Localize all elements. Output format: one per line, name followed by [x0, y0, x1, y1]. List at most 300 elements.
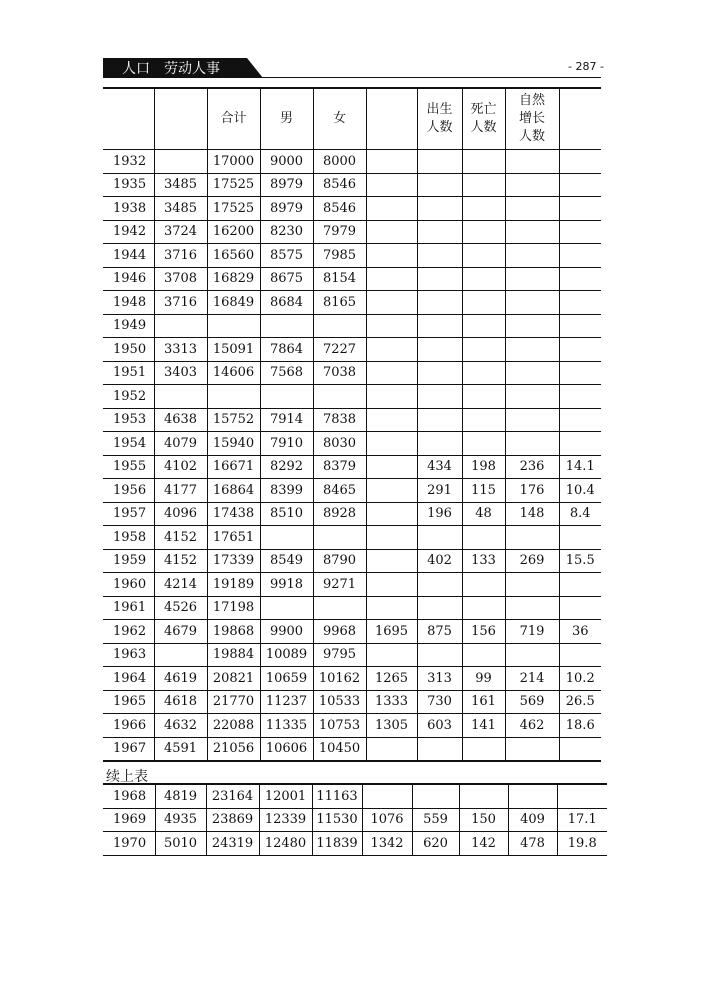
header-rule — [103, 77, 601, 78]
table-cell — [462, 596, 505, 620]
year-cell: 1935 — [103, 173, 154, 197]
table-cell — [366, 643, 417, 667]
year-cell: 1944 — [103, 244, 154, 268]
table-row — [103, 714, 601, 738]
table-cell: 21056 — [207, 737, 260, 761]
table-cell: 3716 — [154, 244, 207, 268]
table-row — [103, 432, 601, 456]
table-cell — [260, 385, 313, 409]
year-cell: 1953 — [103, 408, 154, 432]
table-cell — [412, 784, 459, 808]
table-cell: 176 — [505, 479, 559, 503]
column-header: 男 — [260, 88, 313, 150]
year-cell: 1957 — [103, 502, 154, 526]
table-cell — [417, 643, 462, 667]
table-cell: 4591 — [154, 737, 207, 761]
table-cell — [260, 526, 313, 550]
table-cell — [417, 150, 462, 174]
table-cell: 10659 — [260, 667, 313, 691]
table-cell: 7864 — [260, 338, 313, 362]
table-cell: 214 — [505, 667, 559, 691]
table-cell — [508, 784, 557, 808]
table-cell: 3485 — [154, 173, 207, 197]
table-cell: 133 — [462, 549, 505, 573]
year-cell: 1960 — [103, 573, 154, 597]
table-cell: 19.8 — [557, 832, 607, 856]
table-cell — [207, 314, 260, 338]
table-cell: 196 — [417, 502, 462, 526]
table-cell: 14.1 — [559, 455, 601, 479]
table-row — [103, 502, 601, 526]
table-cell: 4079 — [154, 432, 207, 456]
table-cell: 11335 — [260, 714, 313, 738]
year-cell: 1942 — [103, 220, 154, 244]
table-cell: 8979 — [260, 197, 313, 221]
table-cell — [462, 173, 505, 197]
table-cell: 402 — [417, 549, 462, 573]
table-cell — [505, 314, 559, 338]
table-cell — [313, 314, 366, 338]
table-row — [103, 690, 601, 714]
table-cell: 198 — [462, 455, 505, 479]
table-cell: 7838 — [313, 408, 366, 432]
table-row — [103, 808, 607, 832]
table-cell — [462, 526, 505, 550]
table-cell — [366, 361, 417, 385]
table-cell — [557, 784, 607, 808]
table-cell: 17525 — [207, 173, 260, 197]
table-cell: 8000 — [313, 150, 366, 174]
table-cell — [417, 173, 462, 197]
table-cell: 8230 — [260, 220, 313, 244]
table-row — [103, 314, 601, 338]
table-cell: 4619 — [154, 667, 207, 691]
table-cell: 12480 — [259, 832, 312, 856]
header-row — [103, 88, 601, 150]
table-cell — [366, 338, 417, 362]
table-cell — [559, 737, 601, 761]
table-cell — [462, 267, 505, 291]
table-cell: 9271 — [313, 573, 366, 597]
column-header: 死亡 人数 — [462, 88, 505, 150]
table-cell — [505, 526, 559, 550]
table-cell: 434 — [417, 455, 462, 479]
table-cell — [462, 338, 505, 362]
table-cell: 4618 — [154, 690, 207, 714]
column-header: 女 — [313, 88, 366, 150]
year-cell: 1964 — [103, 667, 154, 691]
table-cell — [505, 220, 559, 244]
section-title: 人口 劳动人事 — [122, 61, 220, 77]
table-cell: 12339 — [259, 808, 312, 832]
table-cell: 15091 — [207, 338, 260, 362]
table-cell: 719 — [505, 620, 559, 644]
column-header: 出生 人数 — [417, 88, 462, 150]
table-cell: 8165 — [313, 291, 366, 315]
table-row — [103, 408, 601, 432]
table-cell: 3716 — [154, 291, 207, 315]
table-cell: 7979 — [313, 220, 366, 244]
table-cell: 3403 — [154, 361, 207, 385]
table-cell — [417, 291, 462, 315]
table-cell — [366, 244, 417, 268]
table-cell — [366, 526, 417, 550]
table-cell: 23869 — [206, 808, 259, 832]
table-cell — [462, 197, 505, 221]
year-cell: 1938 — [103, 197, 154, 221]
year-cell: 1959 — [103, 549, 154, 573]
table-cell: 8546 — [313, 197, 366, 221]
table-cell: 11163 — [312, 784, 362, 808]
year-cell: 1961 — [103, 596, 154, 620]
year-cell: 1956 — [103, 479, 154, 503]
table-cell: 99 — [462, 667, 505, 691]
table-row — [103, 549, 601, 573]
table-cell — [154, 314, 207, 338]
column-header — [559, 88, 601, 150]
table-cell: 7914 — [260, 408, 313, 432]
table-row — [103, 737, 601, 761]
table-cell: 409 — [508, 808, 557, 832]
table-cell: 4214 — [154, 573, 207, 597]
table-cell — [366, 737, 417, 761]
table-cell: 4152 — [154, 526, 207, 550]
column-header — [103, 88, 154, 150]
table-cell — [313, 596, 366, 620]
table-cell: 478 — [508, 832, 557, 856]
table-row — [103, 479, 601, 503]
table-cell: 7985 — [313, 244, 366, 268]
table-cell: 17525 — [207, 197, 260, 221]
table-cell — [417, 314, 462, 338]
table-cell: 148 — [505, 502, 559, 526]
table-row — [103, 832, 607, 856]
table-cell: 3724 — [154, 220, 207, 244]
table-cell — [417, 596, 462, 620]
table-cell: 8790 — [313, 549, 366, 573]
table-cell — [462, 408, 505, 432]
table-cell: 17438 — [207, 502, 260, 526]
table-row — [103, 784, 607, 808]
table-row — [103, 150, 601, 174]
continuation-table — [103, 783, 607, 856]
table-cell: 1333 — [366, 690, 417, 714]
table-row — [103, 291, 601, 315]
table-cell — [417, 737, 462, 761]
table-cell: 156 — [462, 620, 505, 644]
table-cell: 3485 — [154, 197, 207, 221]
table-cell: 9918 — [260, 573, 313, 597]
table-cell — [462, 361, 505, 385]
year-cell: 1962 — [103, 620, 154, 644]
table-cell — [417, 338, 462, 362]
table-cell — [366, 549, 417, 573]
table-cell: 1305 — [366, 714, 417, 738]
table-cell: 150 — [459, 808, 508, 832]
table-cell — [505, 197, 559, 221]
table-cell — [505, 291, 559, 315]
table-cell — [459, 784, 508, 808]
table-cell — [505, 150, 559, 174]
page-number: - 287 - — [568, 60, 604, 73]
table-cell: 620 — [412, 832, 459, 856]
table-cell — [559, 291, 601, 315]
year-cell: 1968 — [103, 784, 155, 808]
table-cell: 291 — [417, 479, 462, 503]
table-cell — [366, 596, 417, 620]
table-cell: 10450 — [313, 737, 366, 761]
year-cell: 1952 — [103, 385, 154, 409]
table-cell — [462, 432, 505, 456]
table-cell: 12001 — [259, 784, 312, 808]
table-cell — [366, 150, 417, 174]
table-cell — [366, 573, 417, 597]
table-row — [103, 361, 601, 385]
table-cell — [417, 385, 462, 409]
table-cell — [505, 361, 559, 385]
table-cell: 8465 — [313, 479, 366, 503]
table-cell: 14606 — [207, 361, 260, 385]
table-cell — [366, 408, 417, 432]
table-cell — [366, 220, 417, 244]
table-row — [103, 455, 601, 479]
table-cell — [559, 432, 601, 456]
table-cell: 4935 — [155, 808, 206, 832]
table-cell — [417, 220, 462, 244]
table-cell: 17000 — [207, 150, 260, 174]
table-cell — [559, 220, 601, 244]
table-cell: 23164 — [206, 784, 259, 808]
column-header — [154, 88, 207, 150]
table-cell — [366, 385, 417, 409]
table-cell — [462, 314, 505, 338]
table-cell: 4679 — [154, 620, 207, 644]
table-cell: 8546 — [313, 173, 366, 197]
table-cell: 16200 — [207, 220, 260, 244]
table-cell — [559, 573, 601, 597]
table-row — [103, 667, 601, 691]
table-cell: 8979 — [260, 173, 313, 197]
table-cell — [559, 150, 601, 174]
table-cell — [505, 338, 559, 362]
table-cell — [417, 197, 462, 221]
table-cell — [559, 244, 601, 268]
table-cell — [154, 385, 207, 409]
column-header: 合计 — [207, 88, 260, 150]
table-cell — [260, 596, 313, 620]
table-cell: 1265 — [366, 667, 417, 691]
table-cell: 462 — [505, 714, 559, 738]
table-cell: 10.2 — [559, 667, 601, 691]
year-cell: 1967 — [103, 737, 154, 761]
table-cell — [505, 596, 559, 620]
table-cell: 4096 — [154, 502, 207, 526]
table-cell: 16849 — [207, 291, 260, 315]
table-cell — [505, 573, 559, 597]
table-cell — [505, 432, 559, 456]
table-cell — [154, 150, 207, 174]
table-cell — [313, 385, 366, 409]
table-cell — [559, 173, 601, 197]
table-cell: 3708 — [154, 267, 207, 291]
year-cell: 1963 — [103, 643, 154, 667]
table-cell: 1695 — [366, 620, 417, 644]
table-cell — [366, 479, 417, 503]
table-cell: 21770 — [207, 690, 260, 714]
year-cell: 1970 — [103, 832, 155, 856]
table-cell: 10753 — [313, 714, 366, 738]
table-cell: 16864 — [207, 479, 260, 503]
table-cell — [462, 244, 505, 268]
table-cell — [559, 197, 601, 221]
table-cell: 8154 — [313, 267, 366, 291]
table-cell — [559, 596, 601, 620]
year-cell: 1948 — [103, 291, 154, 315]
table-cell — [313, 526, 366, 550]
table-cell — [505, 244, 559, 268]
table-cell — [366, 455, 417, 479]
year-cell: 1958 — [103, 526, 154, 550]
table-cell: 19884 — [207, 643, 260, 667]
table-cell: 313 — [417, 667, 462, 691]
column-header: 自然 增长 人数 — [505, 88, 559, 150]
table-cell: 4526 — [154, 596, 207, 620]
table-cell: 16829 — [207, 267, 260, 291]
table-cell: 603 — [417, 714, 462, 738]
table-row — [103, 173, 601, 197]
table-cell: 8549 — [260, 549, 313, 573]
table-cell — [559, 526, 601, 550]
table-cell: 11237 — [260, 690, 313, 714]
table-cell: 10.4 — [559, 479, 601, 503]
table-cell: 7227 — [313, 338, 366, 362]
table-cell: 10533 — [313, 690, 366, 714]
table-cell — [462, 737, 505, 761]
table-cell — [462, 385, 505, 409]
table-cell: 11530 — [312, 808, 362, 832]
table-cell: 8292 — [260, 455, 313, 479]
table-cell — [505, 173, 559, 197]
table-cell: 10606 — [260, 737, 313, 761]
table-row — [103, 244, 601, 268]
table-row — [103, 220, 601, 244]
table-cell — [417, 267, 462, 291]
table-cell — [462, 220, 505, 244]
table-cell: 8684 — [260, 291, 313, 315]
year-cell: 1966 — [103, 714, 154, 738]
table-cell: 9795 — [313, 643, 366, 667]
population-table — [103, 87, 601, 762]
table-cell: 8510 — [260, 502, 313, 526]
table-cell: 17651 — [207, 526, 260, 550]
table-cell — [417, 361, 462, 385]
table-cell — [559, 267, 601, 291]
table-cell — [462, 643, 505, 667]
table-cell: 875 — [417, 620, 462, 644]
table-cell — [559, 643, 601, 667]
table-cell — [366, 502, 417, 526]
table-cell: 115 — [462, 479, 505, 503]
year-cell: 1932 — [103, 150, 154, 174]
table-cell — [505, 267, 559, 291]
table-cell: 11839 — [312, 832, 362, 856]
table-cell: 8928 — [313, 502, 366, 526]
table-cell: 8399 — [260, 479, 313, 503]
table-cell: 15.5 — [559, 549, 601, 573]
table-cell: 26.5 — [559, 690, 601, 714]
continuation-label: 续上表 — [106, 769, 148, 785]
year-cell: 1946 — [103, 267, 154, 291]
table-row — [103, 596, 601, 620]
table-cell: 10089 — [260, 643, 313, 667]
column-header — [366, 88, 417, 150]
table-cell — [462, 150, 505, 174]
table-row — [103, 338, 601, 362]
table-cell — [366, 173, 417, 197]
table-cell — [462, 291, 505, 315]
table-cell — [366, 291, 417, 315]
table-cell: 8379 — [313, 455, 366, 479]
table-row — [103, 620, 601, 644]
year-cell: 1951 — [103, 361, 154, 385]
table-cell: 7910 — [260, 432, 313, 456]
table-cell — [417, 432, 462, 456]
table-cell: 559 — [412, 808, 459, 832]
table-cell: 7568 — [260, 361, 313, 385]
table-cell: 19868 — [207, 620, 260, 644]
table-cell — [559, 361, 601, 385]
table-cell — [417, 244, 462, 268]
table-cell: 4632 — [154, 714, 207, 738]
table-cell — [505, 737, 559, 761]
table-cell: 19189 — [207, 573, 260, 597]
table-row — [103, 643, 601, 667]
table-row — [103, 385, 601, 409]
table-cell — [366, 197, 417, 221]
table-cell: 4819 — [155, 784, 206, 808]
table-row — [103, 267, 601, 291]
table-cell: 141 — [462, 714, 505, 738]
table-cell — [559, 408, 601, 432]
table-cell: 236 — [505, 455, 559, 479]
table-cell: 18.6 — [559, 714, 601, 738]
table-cell: 8030 — [313, 432, 366, 456]
year-cell: 1950 — [103, 338, 154, 362]
table-cell: 1342 — [362, 832, 412, 856]
table-cell: 3313 — [154, 338, 207, 362]
table-row — [103, 197, 601, 221]
table-cell: 16671 — [207, 455, 260, 479]
table-cell: 4152 — [154, 549, 207, 573]
table-cell: 22088 — [207, 714, 260, 738]
table-cell — [559, 338, 601, 362]
table-row — [103, 526, 601, 550]
table-cell — [505, 408, 559, 432]
table-cell: 8.4 — [559, 502, 601, 526]
table-cell: 17339 — [207, 549, 260, 573]
table-cell — [417, 573, 462, 597]
table-cell: 1076 — [362, 808, 412, 832]
table-cell: 4177 — [154, 479, 207, 503]
table-cell — [154, 643, 207, 667]
table-cell: 15940 — [207, 432, 260, 456]
table-cell: 48 — [462, 502, 505, 526]
year-cell: 1969 — [103, 808, 155, 832]
table-cell — [362, 784, 412, 808]
table-cell: 16560 — [207, 244, 260, 268]
year-cell: 1954 — [103, 432, 154, 456]
table-cell: 17.1 — [557, 808, 607, 832]
